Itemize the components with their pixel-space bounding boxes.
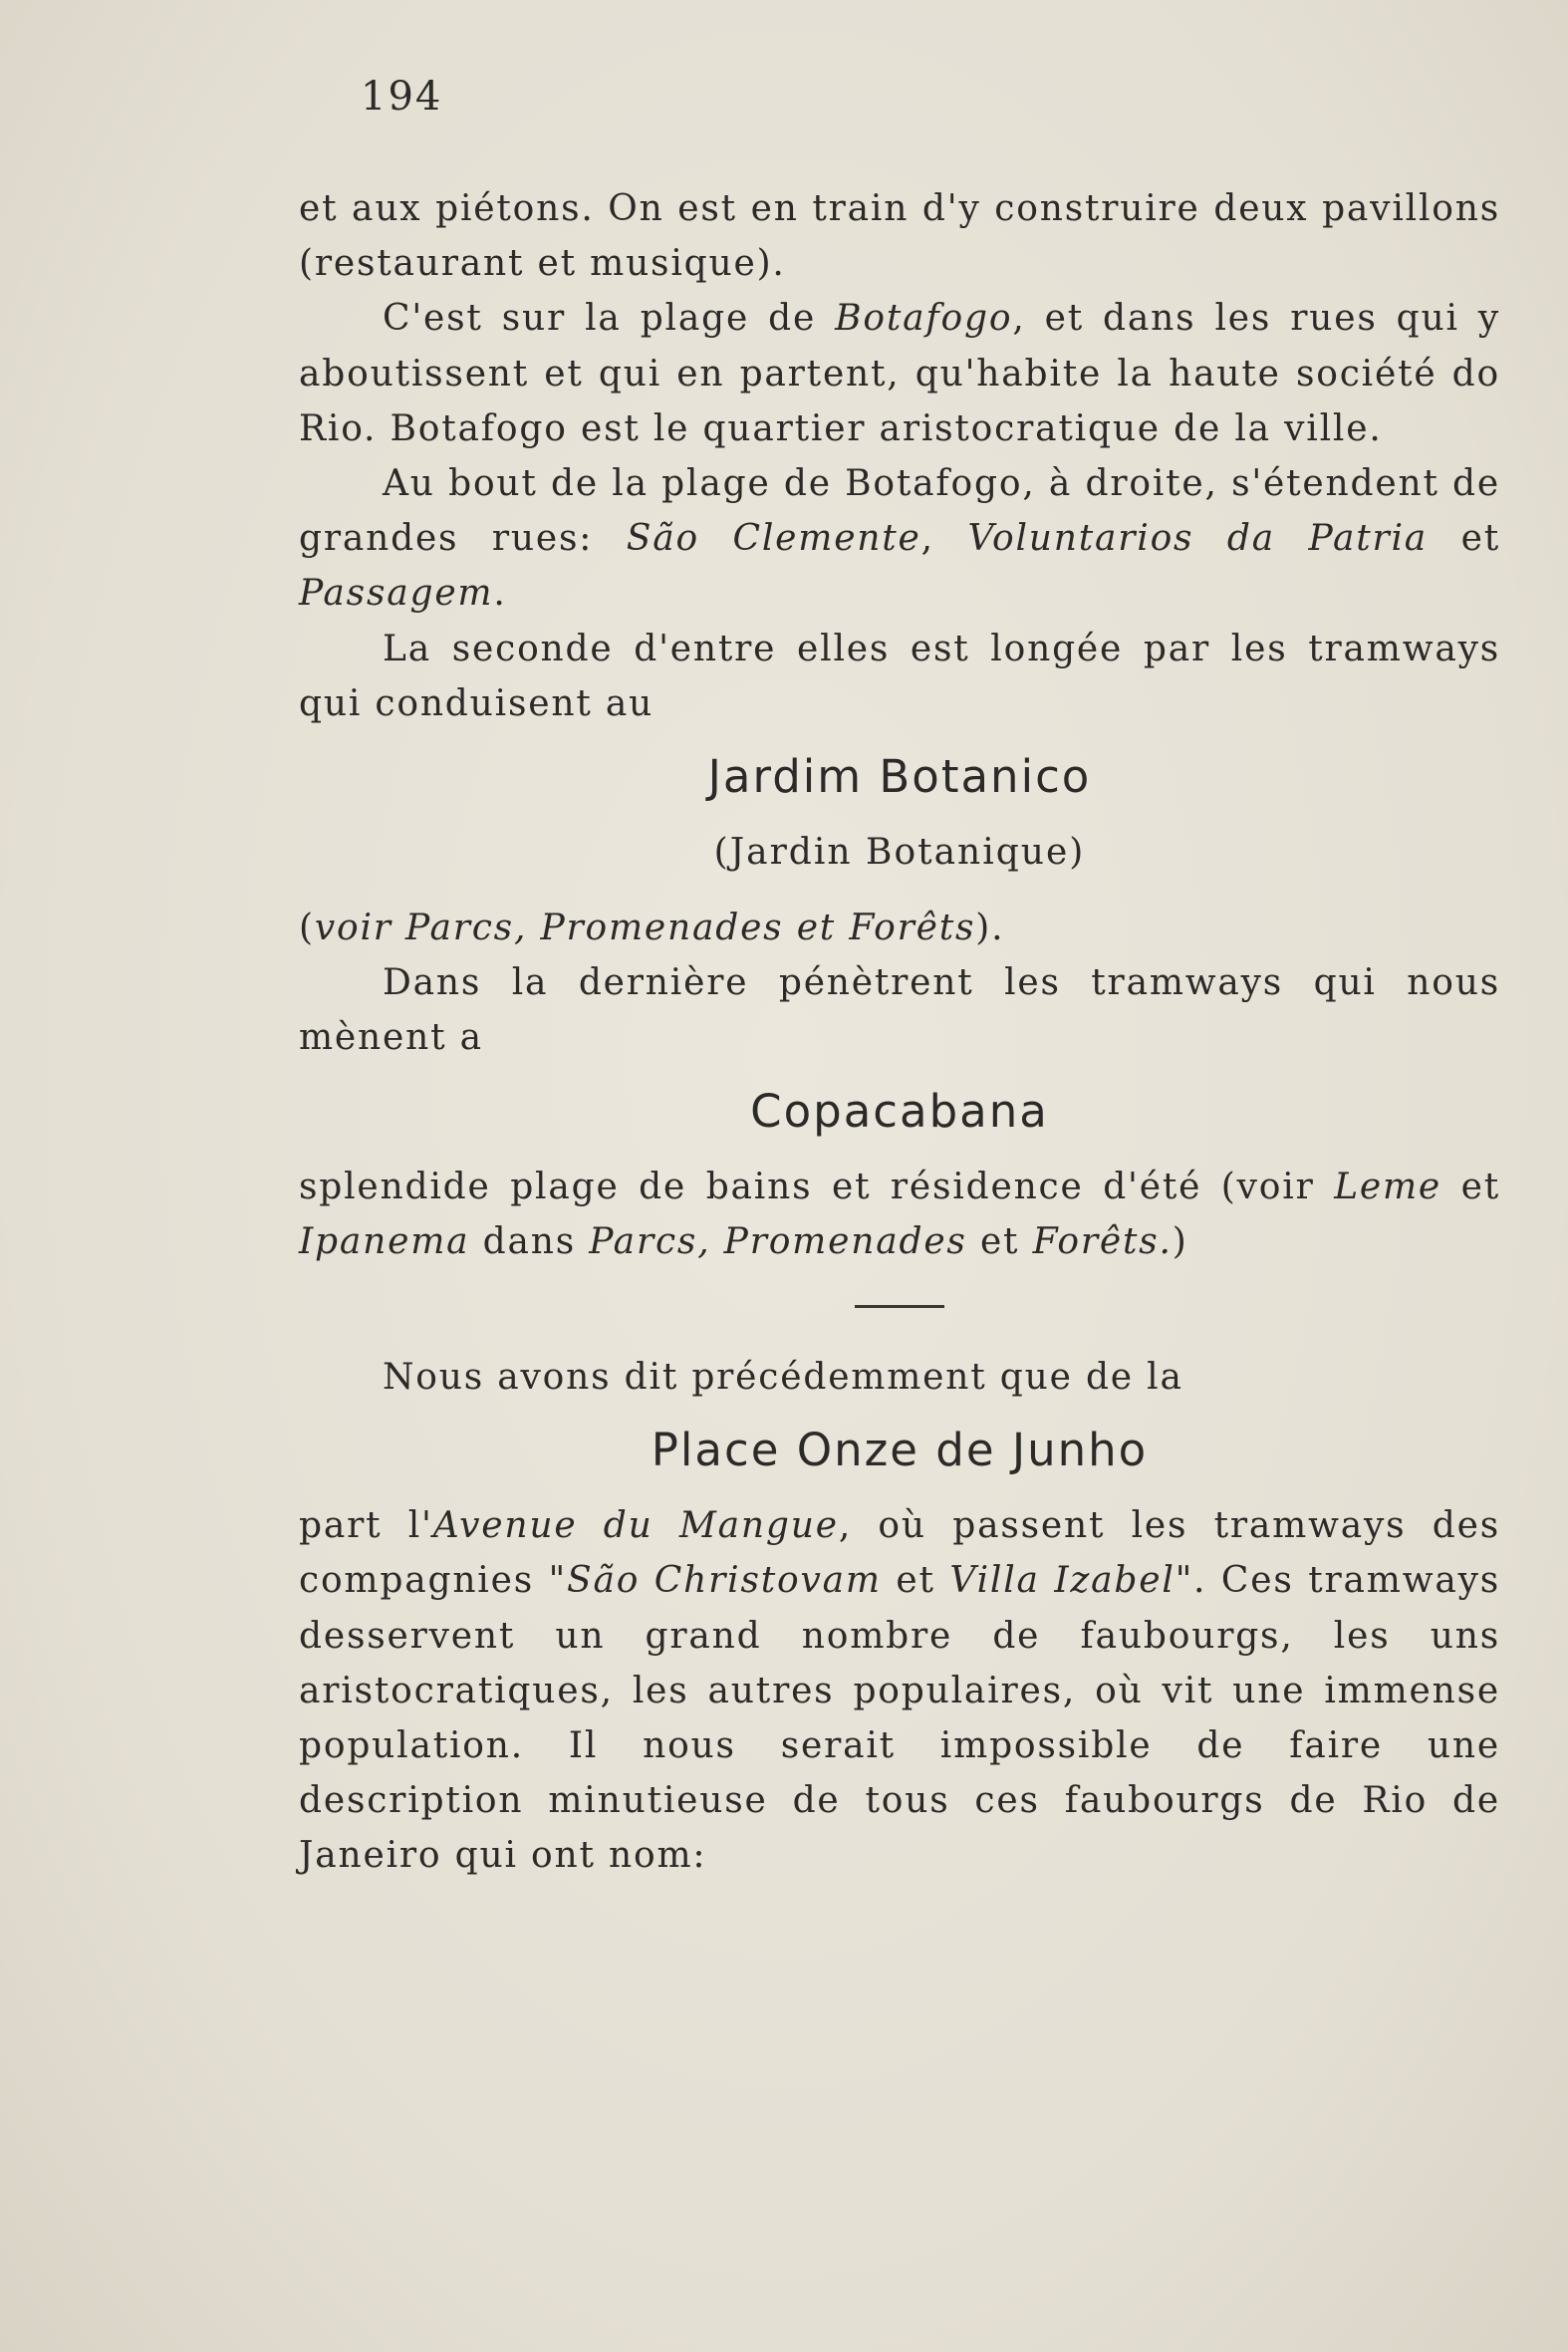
paragraph-8: Nous avons dit précédemment que de la: [383, 1357, 1183, 1399]
paragraph-7: splendide plage de bains et résidence d'été (voir Leme et Ipanema dans Parcs, Promenades et Forêts.): [299, 1166, 1501, 1262]
paragraph-5: (voir Parcs, Promenades et Forêts).: [299, 908, 1005, 949]
paragraph-4: La seconde d'entre elles est longée par les tramways qui conduisent au: [299, 628, 1500, 724]
paragraph-6: Dans la dernière pénètrent les tramways qui nous mènent a: [299, 962, 1500, 1059]
paragraph-2: C'est sur la plage de Botafogo, et dans les rues qui y aboutissent et qui en partent, qu'habite la haute société do Rio. Botafogo est le quartier aristocratique de la ville.: [299, 298, 1500, 449]
page-number: 194: [361, 74, 443, 120]
paragraph-3: Au bout de la plage de Botafogo, à droite, s'étendent de grandes rues: São Clemente, Voluntarios da Patria et Passagem.: [299, 463, 1501, 615]
paragraph-9: part l'Avenue du Mangue, où passent les tramways des compagnies "São Christovam et Villa Izabel". Ces tramways desservent un grand nombre de faubourgs, les uns aristocratiques, les autres populaires, où vit une immense population. Il nous serait impossible de faire une description minutieuse de tous ces faubourgs de Rio de Janeiro qui ont nom:: [299, 1505, 1501, 1877]
paragraph-1: et aux piétons. On est en train d'y construire deux pavillons (restaurant et musique).: [299, 188, 1500, 285]
page-body: [299, 181, 1500, 1884]
heading-copacabana: Copacabana: [750, 1084, 1049, 1138]
subheading-jardin-botanique: (Jardin Botanique): [713, 832, 1086, 874]
section-divider: [855, 1305, 944, 1308]
heading-place-onze-de-junho: Place Onze de Junho: [651, 1424, 1149, 1477]
place-name: Botafogo: [835, 298, 1013, 340]
heading-jardim-botanico: Jardim Botanico: [707, 750, 1092, 804]
